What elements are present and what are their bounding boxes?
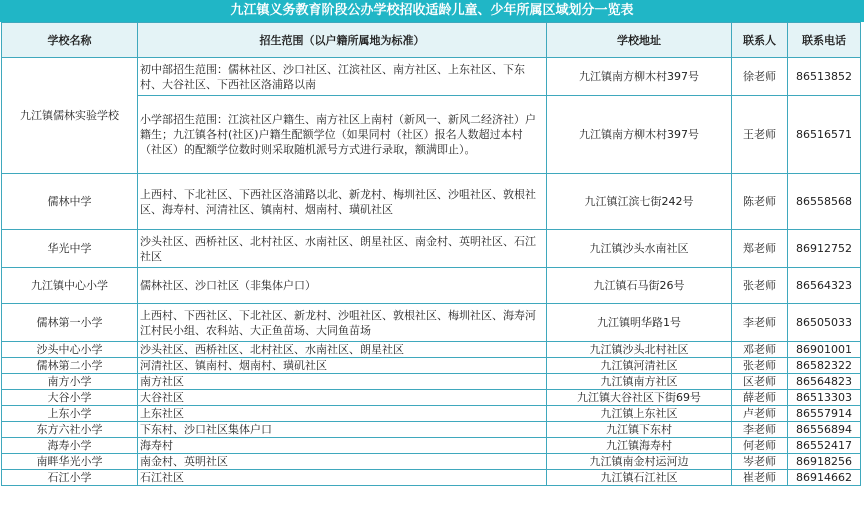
phone-cell: 86582322 bbox=[788, 358, 861, 374]
scope-cell: 沙头社区、西桥社区、北村社区、水南社区、朗星社区、南金村、英明社区、石江社区 bbox=[138, 230, 547, 268]
school-name-cell: 上东小学 bbox=[2, 406, 138, 422]
contact-cell: 张老师 bbox=[732, 268, 788, 304]
school-name-cell: 石江小学 bbox=[2, 470, 138, 486]
phone-cell: 86558568 bbox=[788, 174, 861, 230]
address-cell: 九江镇石马街26号 bbox=[547, 268, 732, 304]
phone-cell: 86901001 bbox=[788, 342, 861, 358]
school-name-cell: 儒林第一小学 bbox=[2, 304, 138, 342]
school-name-cell: 南方小学 bbox=[2, 374, 138, 390]
school-name-cell: 儒林中学 bbox=[2, 174, 138, 230]
table-row bbox=[2, 58, 861, 96]
address-cell: 九江镇海寿村 bbox=[547, 438, 732, 454]
contact-cell: 李老师 bbox=[732, 422, 788, 438]
school-name-cell: 华光中学 bbox=[2, 230, 138, 268]
header-contact-person: 联系人 bbox=[732, 23, 788, 58]
header-school-name: 学校名称 bbox=[2, 23, 138, 58]
contact-cell: 卢老师 bbox=[732, 406, 788, 422]
contact-cell: 徐老师 bbox=[732, 58, 788, 96]
address-cell: 九江镇沙头北村社区 bbox=[547, 342, 732, 358]
table-row bbox=[2, 470, 861, 486]
phone-cell: 86557914 bbox=[788, 406, 861, 422]
school-name-cell: 沙头中心小学 bbox=[2, 342, 138, 358]
school-name-cell: 九江镇中心小学 bbox=[2, 268, 138, 304]
contact-cell: 陈老师 bbox=[732, 174, 788, 230]
contact-cell: 郑老师 bbox=[732, 230, 788, 268]
phone-cell: 86556894 bbox=[788, 422, 861, 438]
address-cell: 九江镇南方柳木村397号 bbox=[547, 58, 732, 96]
school-name-cell: 东方六社小学 bbox=[2, 422, 138, 438]
address-cell: 九江镇上东社区 bbox=[547, 406, 732, 422]
phone-cell: 86513852 bbox=[788, 58, 861, 96]
school-name-cell: 大谷小学 bbox=[2, 390, 138, 406]
scope-cell: 上西村、下北社区、下西社区洛浦路以北、新龙村、梅圳社区、沙咀社区、敦根社区、海寿村、河清社区、镇南村、烟南村、璜矶社区 bbox=[138, 174, 547, 230]
table-row bbox=[2, 390, 861, 406]
address-cell: 九江镇河清社区 bbox=[547, 358, 732, 374]
table-title: 九江镇义务教育阶段公办学校招收适龄儿童、少年所属区域划分一览表 bbox=[0, 0, 864, 22]
phone-cell: 86918256 bbox=[788, 454, 861, 470]
scope-cell: 河清社区、镇南村、烟南村、璜矶社区 bbox=[138, 358, 547, 374]
phone-cell: 86912752 bbox=[788, 230, 861, 268]
header-school-address: 学校地址 bbox=[547, 23, 732, 58]
contact-cell: 薛老师 bbox=[732, 390, 788, 406]
phone-cell: 86564323 bbox=[788, 268, 861, 304]
address-cell: 九江镇下东村 bbox=[547, 422, 732, 438]
address-cell: 九江镇沙头水南社区 bbox=[547, 230, 732, 268]
table-row bbox=[2, 422, 861, 438]
scope-cell: 南金村、英明社区 bbox=[138, 454, 547, 470]
header-contact-phone: 联系电话 bbox=[788, 23, 861, 58]
scope-cell: 南方社区 bbox=[138, 374, 547, 390]
school-enrollment-table bbox=[1, 22, 861, 486]
scope-cell: 上东社区 bbox=[138, 406, 547, 422]
contact-cell: 岑老师 bbox=[732, 454, 788, 470]
table-row bbox=[2, 304, 861, 342]
scope-cell: 下东村、沙口社区集体户口 bbox=[138, 422, 547, 438]
table-row bbox=[2, 454, 861, 470]
table-row bbox=[2, 268, 861, 304]
school-name-cell: 儒林第二小学 bbox=[2, 358, 138, 374]
scope-cell: 石江社区 bbox=[138, 470, 547, 486]
scope-cell: 大谷社区 bbox=[138, 390, 547, 406]
address-cell: 九江镇江滨七街242号 bbox=[547, 174, 732, 230]
contact-cell: 王老师 bbox=[732, 96, 788, 174]
scope-cell: 沙头社区、西桥社区、北村社区、水南社区、朗星社区 bbox=[138, 342, 547, 358]
address-cell: 九江镇南金村运河边 bbox=[547, 454, 732, 470]
contact-cell: 张老师 bbox=[732, 358, 788, 374]
address-cell: 九江镇大谷社区下街69号 bbox=[547, 390, 732, 406]
school-name-cell: 海寿小学 bbox=[2, 438, 138, 454]
table-row bbox=[2, 374, 861, 390]
header-row bbox=[2, 23, 861, 58]
phone-cell: 86914662 bbox=[788, 470, 861, 486]
contact-cell: 区老师 bbox=[732, 374, 788, 390]
phone-cell: 86513303 bbox=[788, 390, 861, 406]
address-cell: 九江镇南方柳木村397号 bbox=[547, 96, 732, 174]
phone-cell: 86564823 bbox=[788, 374, 861, 390]
address-cell: 九江镇石江社区 bbox=[547, 470, 732, 486]
scope-cell: 小学部招生范围：江滨社区户籍生、南方社区上南村（新风一、新风二经济社）户籍生；九江镇各村(社区)户籍生配额学位（如果同村（社区）报名人数超过本村（社区）的配额学位数时则采取随机派号方式进行录取，额满即止）。 bbox=[138, 96, 547, 174]
contact-cell: 李老师 bbox=[732, 304, 788, 342]
contact-cell: 崔老师 bbox=[732, 470, 788, 486]
contact-cell: 邓老师 bbox=[732, 342, 788, 358]
scope-cell: 上西村、下西社区、下北社区、新龙村、沙咀社区、敦根社区、梅圳社区、海寿河江村民小组、农科站、大正鱼苗场、大同鱼苗场 bbox=[138, 304, 547, 342]
table-row bbox=[2, 342, 861, 358]
table-row bbox=[2, 230, 861, 268]
phone-cell: 86516571 bbox=[788, 96, 861, 174]
table-row bbox=[2, 438, 861, 454]
table-row bbox=[2, 174, 861, 230]
table-row bbox=[2, 406, 861, 422]
school-name-cell: 九江镇儒林实验学校 bbox=[2, 58, 138, 174]
scope-cell: 儒林社区、沙口社区（非集体户口） bbox=[138, 268, 547, 304]
table-row bbox=[2, 358, 861, 374]
header-enrollment-scope: 招生范围（以户籍所属地为标准） bbox=[138, 23, 547, 58]
address-cell: 九江镇南方社区 bbox=[547, 374, 732, 390]
phone-cell: 86505033 bbox=[788, 304, 861, 342]
contact-cell: 何老师 bbox=[732, 438, 788, 454]
school-name-cell: 南畔华光小学 bbox=[2, 454, 138, 470]
address-cell: 九江镇明华路1号 bbox=[547, 304, 732, 342]
scope-cell: 初中部招生范围：儒林社区、沙口社区、江滨社区、南方社区、上东社区、下东村、大谷社区、下西社区洛浦路以南 bbox=[138, 58, 547, 96]
scope-cell: 海寿村 bbox=[138, 438, 547, 454]
phone-cell: 86552417 bbox=[788, 438, 861, 454]
